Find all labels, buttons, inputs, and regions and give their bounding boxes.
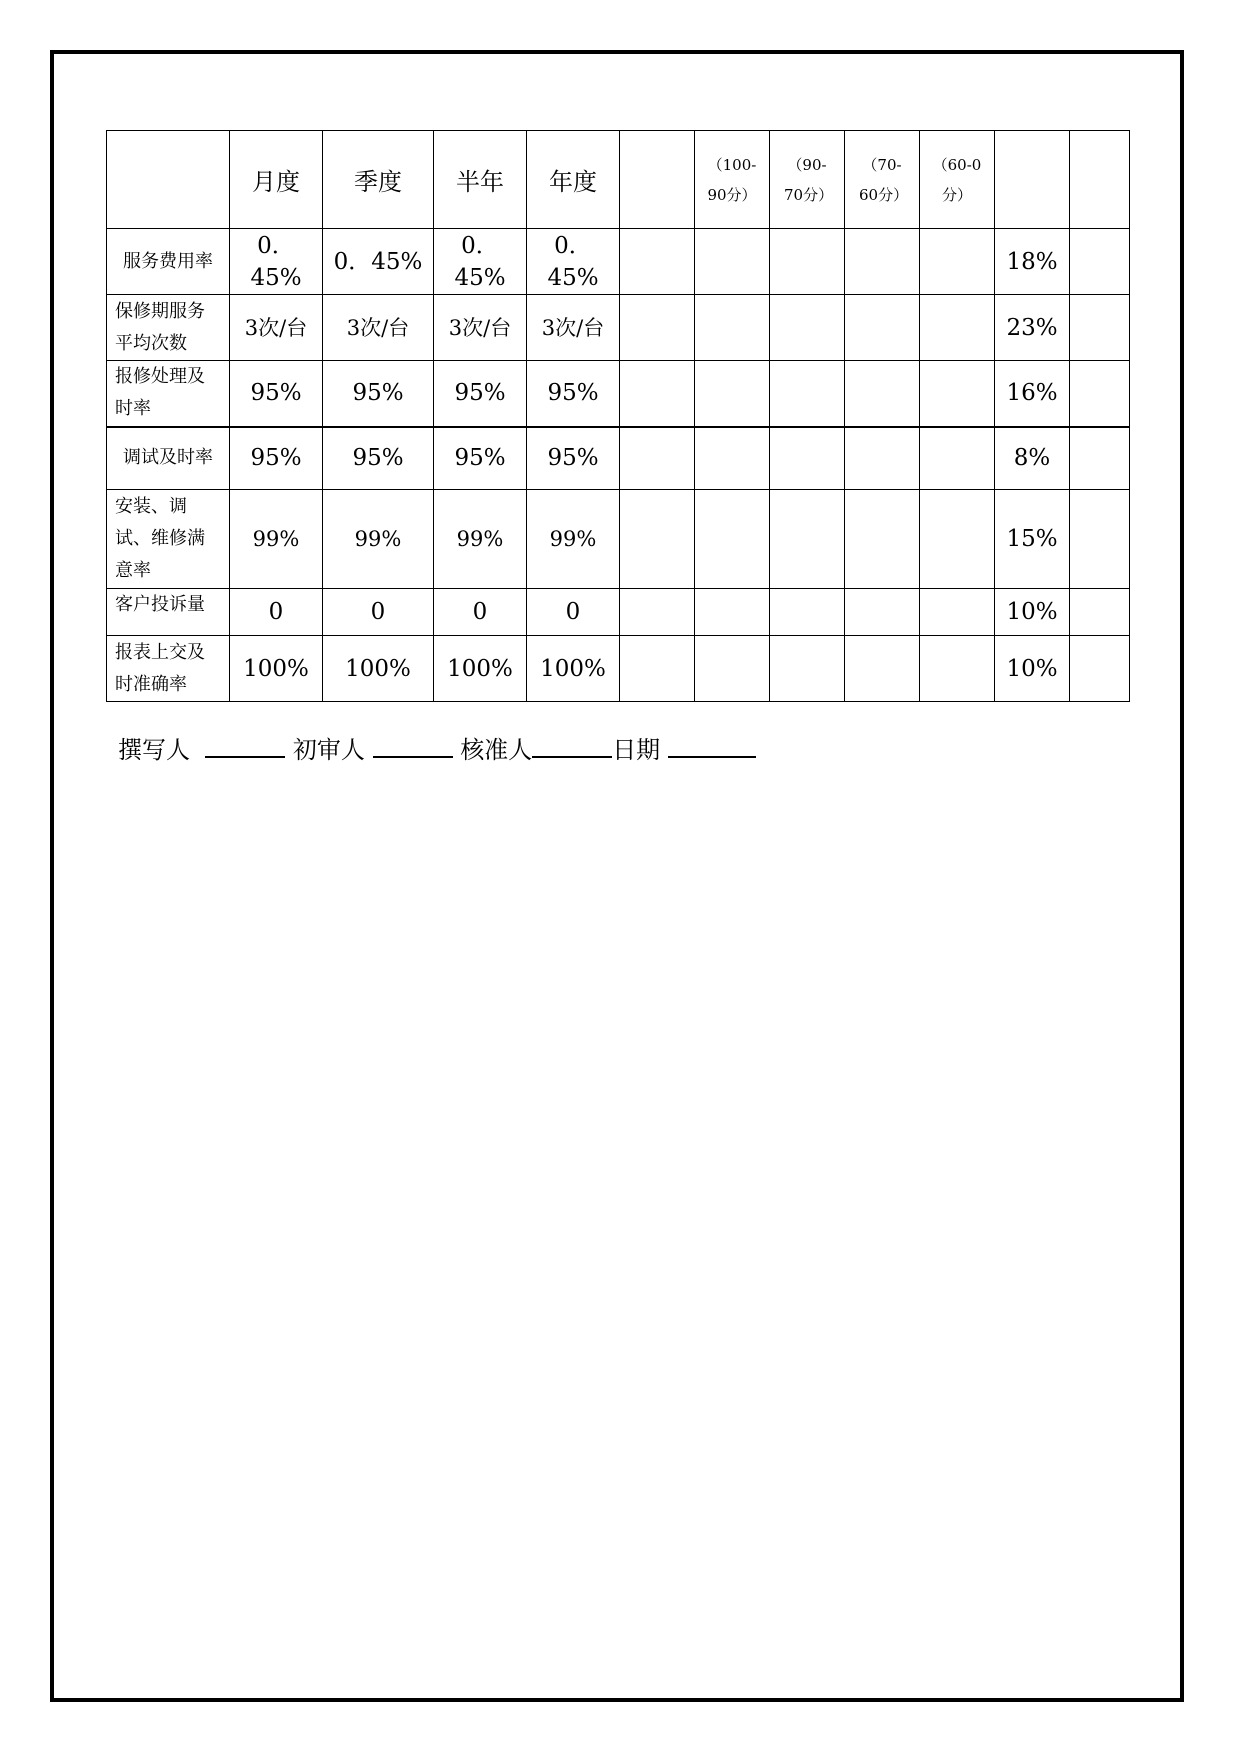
- empty-cell: [1070, 427, 1130, 490]
- table-row: [107, 361, 1130, 427]
- empty-cell: [620, 361, 695, 427]
- row-weight: 8%: [995, 427, 1070, 490]
- header-period: 月度: [230, 131, 323, 229]
- empty-cell: [920, 589, 995, 636]
- header-row: [107, 131, 1130, 229]
- empty-cell: [920, 295, 995, 361]
- row-value: 95%: [434, 427, 527, 490]
- row-value: 0: [323, 589, 434, 636]
- header-blank: [620, 131, 695, 229]
- empty-cell: [770, 427, 845, 490]
- row-value: 0．45%: [527, 229, 620, 295]
- row-weight: 16%: [995, 361, 1070, 427]
- kpi-table: [106, 130, 1130, 702]
- row-value: 99%: [230, 490, 323, 589]
- row-value: 95%: [434, 361, 527, 427]
- empty-cell: [1070, 490, 1130, 589]
- empty-cell: [1070, 295, 1130, 361]
- row-value: 0．45%: [323, 229, 434, 295]
- empty-cell: [1070, 229, 1130, 295]
- approver-blank[interactable]: [532, 732, 612, 758]
- header-blank: [107, 131, 230, 229]
- row-weight: 15%: [995, 490, 1070, 589]
- row-value: 0: [230, 589, 323, 636]
- header-period: 半年: [434, 131, 527, 229]
- empty-cell: [920, 427, 995, 490]
- empty-cell: [770, 490, 845, 589]
- row-weight: 10%: [995, 636, 1070, 702]
- empty-cell: [845, 295, 920, 361]
- row-value: 100%: [323, 636, 434, 702]
- date-label: 日期: [612, 736, 661, 764]
- header-period: 年度: [527, 131, 620, 229]
- empty-cell: [620, 589, 695, 636]
- row-value: 3次/台: [323, 295, 434, 361]
- row-value: 99%: [527, 490, 620, 589]
- row-value: 100%: [527, 636, 620, 702]
- signature-line: [118, 730, 756, 765]
- row-name: 客户投诉量: [107, 589, 230, 636]
- header-score-band: （70-60分）: [845, 131, 920, 229]
- row-value: 0: [527, 589, 620, 636]
- empty-cell: [770, 636, 845, 702]
- table-row: [107, 295, 1130, 361]
- row-value: 95%: [527, 427, 620, 490]
- table-row: [107, 427, 1130, 490]
- table-row: [107, 589, 1130, 636]
- row-value: 3次/台: [230, 295, 323, 361]
- row-value: 0．45%: [434, 229, 527, 295]
- row-value: 95%: [230, 427, 323, 490]
- empty-cell: [620, 427, 695, 490]
- empty-cell: [620, 490, 695, 589]
- table-row: [107, 490, 1130, 589]
- reviewer-blank[interactable]: [373, 732, 453, 758]
- row-value: 3次/台: [434, 295, 527, 361]
- empty-cell: [920, 361, 995, 427]
- empty-cell: [920, 636, 995, 702]
- row-value: 0．45%: [230, 229, 323, 295]
- row-weight: 23%: [995, 295, 1070, 361]
- empty-cell: [695, 295, 770, 361]
- row-name: 服务费用率: [107, 229, 230, 295]
- empty-cell: [620, 229, 695, 295]
- empty-cell: [695, 490, 770, 589]
- header-score-band: （60-0分）: [920, 131, 995, 229]
- header-period: 季度: [323, 131, 434, 229]
- empty-cell: [845, 427, 920, 490]
- empty-cell: [695, 427, 770, 490]
- empty-cell: [770, 589, 845, 636]
- empty-cell: [920, 490, 995, 589]
- empty-cell: [845, 229, 920, 295]
- header-score-band: （90-70分）: [770, 131, 845, 229]
- row-value: 100%: [434, 636, 527, 702]
- empty-cell: [770, 295, 845, 361]
- approver-label: 核准人: [460, 736, 533, 764]
- reviewer-label: 初审人: [292, 736, 365, 764]
- row-value: 95%: [527, 361, 620, 427]
- writer-blank[interactable]: [205, 732, 285, 758]
- table-row: [107, 229, 1130, 295]
- row-value: 0: [434, 589, 527, 636]
- row-value: 99%: [434, 490, 527, 589]
- empty-cell: [620, 636, 695, 702]
- row-weight: 18%: [995, 229, 1070, 295]
- row-value: 95%: [230, 361, 323, 427]
- row-value: 95%: [323, 361, 434, 427]
- empty-cell: [845, 589, 920, 636]
- table-row: [107, 636, 1130, 702]
- empty-cell: [1070, 361, 1130, 427]
- empty-cell: [1070, 636, 1130, 702]
- row-value: 99%: [323, 490, 434, 589]
- writer-label: 撰写人: [118, 736, 190, 764]
- row-name: 保修期服务平均次数: [107, 295, 230, 361]
- empty-cell: [845, 636, 920, 702]
- header-blank: [1070, 131, 1130, 229]
- date-blank[interactable]: [668, 732, 756, 758]
- row-value: 3次/台: [527, 295, 620, 361]
- row-value: 100%: [230, 636, 323, 702]
- row-weight: 10%: [995, 589, 1070, 636]
- empty-cell: [770, 361, 845, 427]
- empty-cell: [920, 229, 995, 295]
- row-name: 调试及时率: [107, 427, 230, 490]
- row-name: 报修处理及时率: [107, 361, 230, 427]
- empty-cell: [1070, 589, 1130, 636]
- empty-cell: [695, 229, 770, 295]
- header-score-band: （100-90分）: [695, 131, 770, 229]
- row-value: 95%: [323, 427, 434, 490]
- empty-cell: [845, 361, 920, 427]
- empty-cell: [620, 295, 695, 361]
- empty-cell: [695, 361, 770, 427]
- row-name: 报表上交及时准确率: [107, 636, 230, 702]
- empty-cell: [695, 589, 770, 636]
- empty-cell: [845, 490, 920, 589]
- header-blank: [995, 131, 1070, 229]
- empty-cell: [770, 229, 845, 295]
- empty-cell: [695, 636, 770, 702]
- row-name: 安装、调试、维修满意率: [107, 490, 230, 589]
